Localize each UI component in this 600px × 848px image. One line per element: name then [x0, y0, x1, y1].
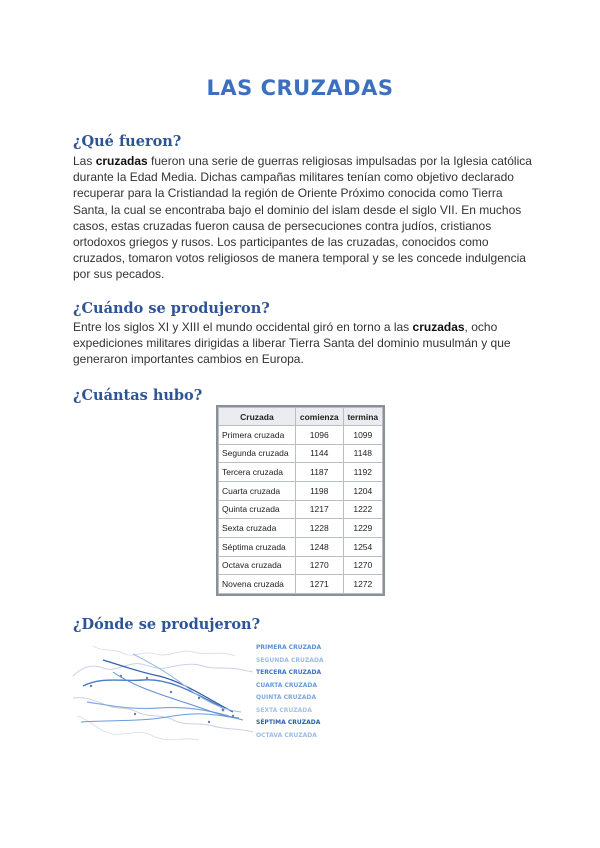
table-row [219, 444, 383, 463]
map-legend [256, 642, 346, 742]
cell-name: Cuarta cruzada [219, 481, 296, 500]
legend-item: SEXTA CRUZADA [256, 706, 312, 714]
legend-item: SEGUNDA CRUZADA [256, 656, 324, 664]
cell-start: 1271 [295, 575, 343, 594]
cell-name: Segunda cruzada [219, 444, 296, 463]
paragraph-cuando [73, 319, 533, 368]
crusades-table [216, 405, 385, 596]
cell-name: Sexta cruzada [219, 519, 296, 538]
text-segment: fueron una serie de guerras religiosas impulsadas por la Iglesia católica durante la Edad Media. Dichas campañas militares tenían como objetivo declarado recuperar para la Cristiandad la región de Oriente Próximo conocida como Tierra Santa, la cual se encontraba bajo el dominio del islam desde el siglo VII. En muchos casos, estas cruzadas fueron causa de persecuciones contra judíos, cristianos ortodoxos griegos y rusos. Los participantes de las cruzadas, conocidos como cruzados, tomaron votos religiosos de manera temporal y se les concede indulgencia por sus pecados. [73, 154, 532, 282]
cell-end: 1229 [343, 519, 382, 538]
cell-name: Tercera cruzada [219, 463, 296, 482]
cell-end: 1254 [343, 537, 382, 556]
legend-item: OCTAVA CRUZADA [256, 731, 317, 739]
table-row [219, 481, 383, 500]
heading-cuando: ¿Cuándo se produjeron? [73, 300, 270, 317]
table-header-row [219, 408, 383, 426]
legend-item: PRIMERA CRUZADA [256, 644, 322, 651]
heading-que-fueron: ¿Qué fueron? [73, 133, 182, 150]
paragraph-que-fueron [73, 153, 533, 283]
column-header: comienza [295, 408, 343, 426]
crusades-map-image [73, 636, 253, 746]
legend-item: SÉPTIMA CRUZADA [256, 719, 321, 726]
cell-name: Primera cruzada [219, 426, 296, 445]
cell-start: 1096 [295, 426, 343, 445]
cell-start: 1217 [295, 500, 343, 519]
table-row [219, 463, 383, 482]
cell-end: 1192 [343, 463, 382, 482]
legend-item: TERCERA CRUZADA [256, 669, 322, 676]
cell-start: 1248 [295, 537, 343, 556]
cell-start: 1144 [295, 444, 343, 463]
cell-name: Novena cruzada [219, 575, 296, 594]
legend-item: QUINTA CRUZADA [256, 694, 317, 701]
page-title: LAS CRUZADAS [206, 76, 394, 100]
heading-donde: ¿Dónde se produjeron? [73, 616, 261, 633]
cell-start: 1270 [295, 556, 343, 575]
text-segment: , ocho expediciones militares dirigidas a liberar Tierra Santa del dominio musulmán y que generaron importantes cambios en Europa. [73, 320, 511, 367]
column-header: Cruzada [219, 408, 296, 426]
legend-item: CUARTA CRUZADA [256, 681, 317, 689]
cell-end: 1148 [343, 444, 382, 463]
table-row [219, 500, 383, 519]
cell-start: 1228 [295, 519, 343, 538]
bold-term: cruzadas [412, 320, 465, 334]
cell-end: 1222 [343, 500, 382, 519]
table-row [219, 556, 383, 575]
table-row [219, 426, 383, 445]
text-segment: Las [73, 154, 96, 168]
bold-term: cruzadas [95, 154, 148, 168]
heading-cuantas: ¿Cuántas hubo? [73, 387, 203, 404]
cell-end: 1272 [343, 575, 382, 594]
cell-start: 1187 [295, 463, 343, 482]
cell-start: 1198 [295, 481, 343, 500]
text-segment: Entre los siglos XI y XIII el mundo occidental giró en torno a las [73, 320, 413, 334]
cell-end: 1204 [343, 481, 382, 500]
column-header: termina [343, 408, 382, 426]
cell-end: 1099 [343, 426, 382, 445]
cell-name: Séptima cruzada [219, 537, 296, 556]
table-row [219, 537, 383, 556]
cell-name: Quinta cruzada [219, 500, 296, 519]
cell-name: Octava cruzada [219, 556, 296, 575]
table-row [219, 575, 383, 594]
table-row [219, 519, 383, 538]
cell-end: 1270 [343, 556, 382, 575]
